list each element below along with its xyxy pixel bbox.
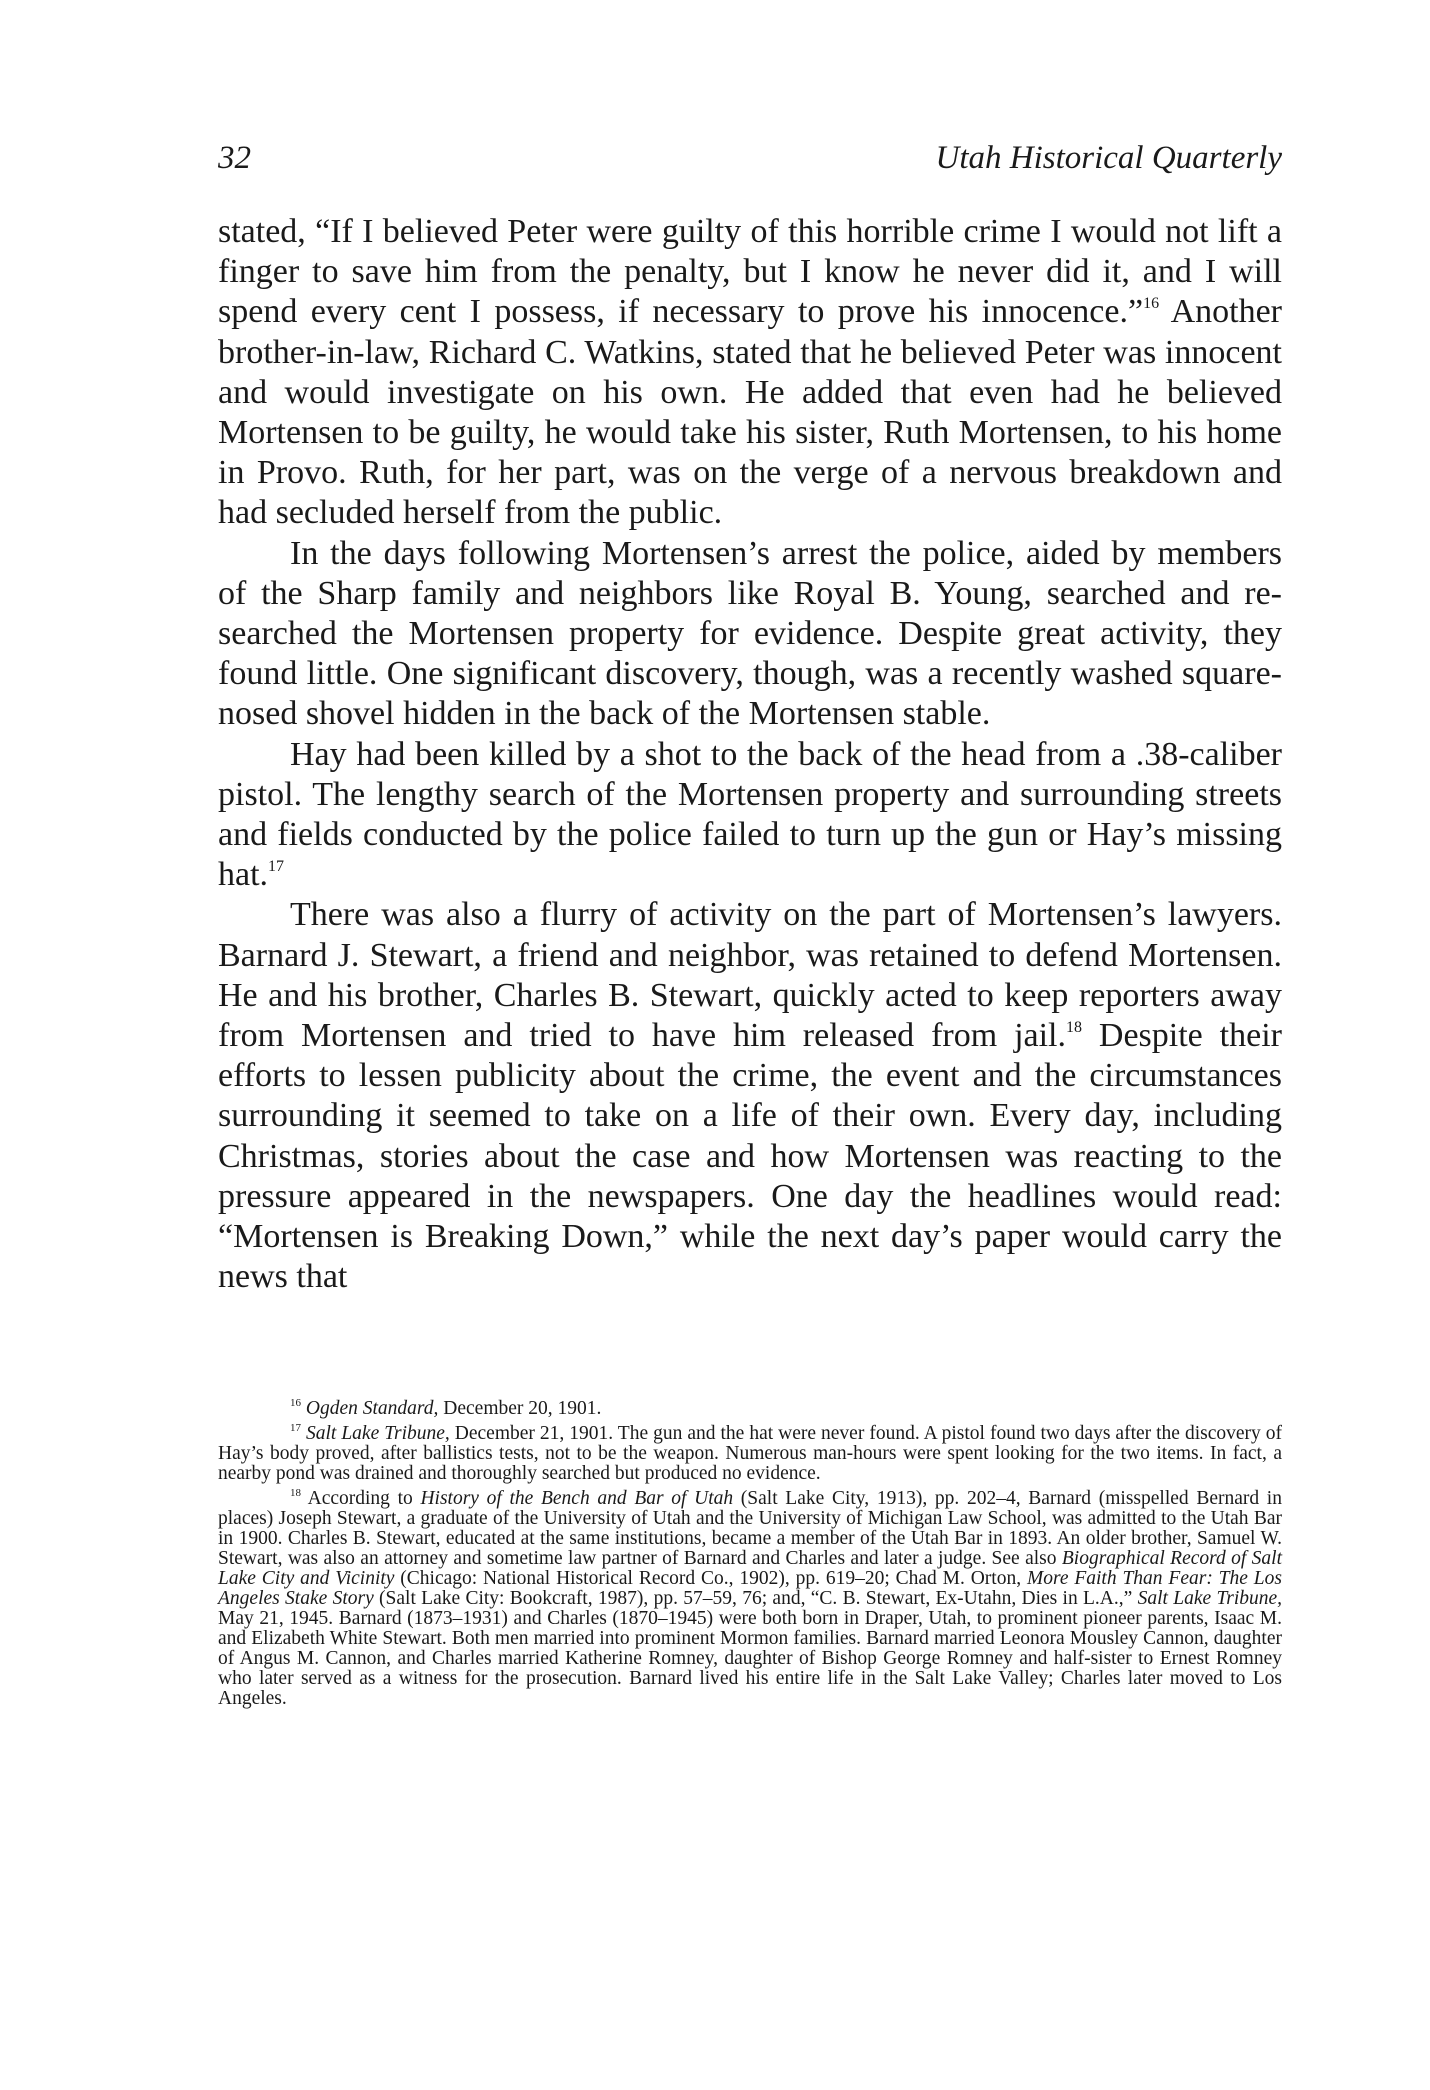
footnote-ref-16[interactable]: 16 (1143, 295, 1160, 313)
footnote-number: 17 (290, 1422, 301, 1434)
running-head (218, 138, 1282, 178)
footnote-17: $^{17}$ Salt Lake Tribune, December 21, 1901. The gun and the hat were never found. A pistol found two days after the discovery of Hay’s body proved, after ballistics tests, not to be the weapon. Numerous man-hours were spent looking for the two items. In fact, a nearby pond was drained and thoroughly searched but produced no evidence. (218, 1422, 1283, 1484)
journal-page (218, 0, 1282, 2090)
page-number: 32 (218, 140, 251, 176)
paragraph-2: In the days following Mortensen’s arrest the police, aided by members of the Sharp family and neighbors like Royal B. Young, searched and re-searched the Mortensen property for evidence. Despite great activity, they found little. One significant discovery, though, was a recently washed square-nosed shovel hidden in the back of the Mortensen stable. (218, 534, 1282, 733)
footnote-ref-18[interactable]: 18 (1066, 1019, 1082, 1037)
footnote-16: $^{16}$ Ogden Standard, December 20, 1901. (290, 1397, 602, 1419)
footnotes (218, 1399, 1282, 1714)
footnote-18: $^{18}$ According to History of the Bench and Bar of Utah (Salt Lake City, 1913), pp. 202–4, Barnard (misspelled Bernard in places) Joseph Stewart, a graduate of the University of Utah and the University of Michigan Law School, was admitted to the Utah Bar in 1900. Charles B. Stewart, educated at the same institutions, became a member of the Utah Bar in 1893. An older brother, Samuel W. Stewart, was also an attorney and sometime law partner of Barnard and Charles and later a judge. See also Biographical Record of Salt Lake City and Vicinity (Chicago: National Historical Record Co., 1902), pp. 619–20; Chad M. Orton, More Faith Than Fear: The Los Angeles Stake Story (Salt Lake City: Bookcraft, 1987), pp. 57–59, 76; and, “C. B. Stewart, Ex-Utahn, Dies in L.A.,” Salt Lake Tribune, May 21, 1945. Barnard (1873–1931) and Charles (1870–1945) were both born in Draper, Utah, to prominent pioneer parents, Isaac M. and Elizabeth White Stewart. Both men married into prominent Mormon families. Barnard married Leonora Mousley Cannon, daughter of Angus M. Cannon, and Charles married Katherine Romney, daughter of Bishop George Romney and half-sister to Ernest Romney who later served as a witness for the prosecution. Barnard lived his entire life in the Salt Lake Valley; Charles later moved to Los Angeles. (218, 1487, 1283, 1709)
body-text (218, 212, 1282, 1297)
footnote-ref-17[interactable]: 17 (268, 858, 285, 876)
paragraph-3: Hay had been killed by a shot to the back of the head from a .38-caliber pistol. The lengthy search of the Mortensen property and surrounding streets and fields conducted by the police failed to turn up the gun or Hay’s missing hat.$^{17}$ (218, 735, 1282, 894)
footnote-number: 18 (290, 1487, 301, 1499)
footnote-number: 16 (290, 1397, 301, 1409)
journal-title: Utah Historical Quarterly (935, 140, 1282, 176)
paragraph-1: stated, “If I believed Peter were guilty of this horrible crime I would not lift a finger to save him from the penalty, but I know he never did it, and I will spend every cent I possess, if necessary to prove his innocence.”$^{16}$ Another brother-in-law, Richard C. Watkins, stated that he believed Peter was innocent and would investigate on his own. He added that even had he believed Mortensen to be guilty, he would take his sister, Ruth Mortensen, to his home in Provo. Ruth, for her part, was on the verge of a nervous breakdown and had secluded herself from the public. (218, 213, 1282, 532)
paragraph-4: There was also a flurry of activity on the part of Mortensen’s lawyers. Barnard J. Stewart, a friend and neighbor, was retained to defend Mortensen. He and his brother, Charles B. Stewart, quickly acted to keep reporters away from Mortensen and tried to have him released from jail.$^{18}$ Despite their efforts to lessen publicity about the crime, the event and the circumstances surrounding it seemed to take on a life of their own. Every day, including Christmas, stories about the case and how Mortensen was reacting to the pressure appeared in the newspapers. One day the headlines would read: “Mortensen is Breaking Down,” while the next day’s paper would carry the news that (218, 896, 1282, 1296)
